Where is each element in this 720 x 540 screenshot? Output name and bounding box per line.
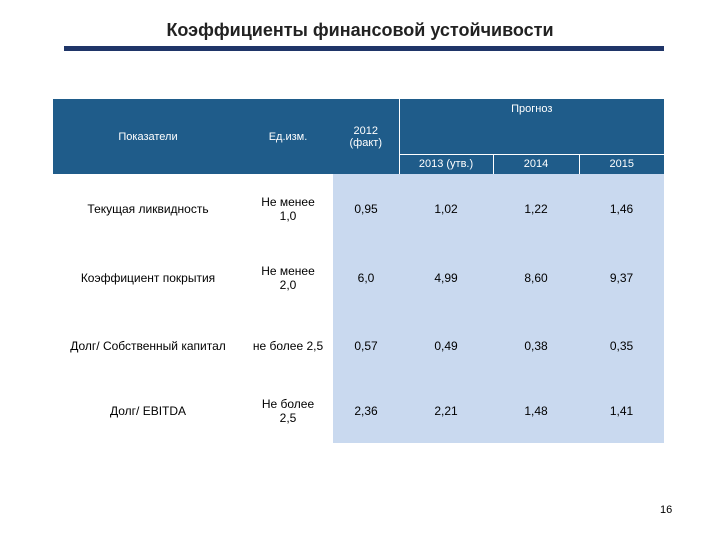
indicator-cell: Долг/ Собственный капитал [53, 313, 243, 378]
value-cell: 1,48 [493, 378, 579, 443]
header-forecast-year: 2013 (утв.) [399, 154, 493, 174]
unit-cell: Не менее 1,0 [243, 174, 333, 243]
indicator-cell: Коэффициент покрытия [53, 243, 243, 313]
value-cell: 2,21 [399, 378, 493, 443]
title-divider [64, 46, 664, 51]
header-forecast-year: 2014 [493, 154, 579, 174]
header-indicator: Показатели [53, 99, 243, 174]
header-forecast-year: 2015 [579, 154, 664, 174]
value-cell: 6,0 [333, 243, 399, 313]
value-cell: 1,41 [579, 378, 664, 443]
unit-cell: Не более 2,5 [243, 378, 333, 443]
table-row [53, 378, 664, 443]
value-cell: 0,95 [333, 174, 399, 243]
value-cell: 2,36 [333, 378, 399, 443]
indicator-cell: Текущая ликвидность [53, 174, 243, 243]
header-fact-2012: 2012 (факт) [333, 99, 399, 174]
value-cell: 0,35 [579, 313, 664, 378]
value-cell: 0,49 [399, 313, 493, 378]
header-unit: Ед.изм. [243, 99, 333, 174]
value-cell: 8,60 [493, 243, 579, 313]
table-row [53, 243, 664, 313]
value-cell: 0,38 [493, 313, 579, 378]
value-cell: 1,46 [579, 174, 664, 243]
table-row [53, 174, 664, 243]
value-cell: 1,02 [399, 174, 493, 243]
value-cell: 9,37 [579, 243, 664, 313]
header-forecast: Прогноз [399, 99, 664, 154]
page-number: 16 [660, 504, 673, 516]
page-title: Коэффициенты финансовой устойчивости [166, 20, 554, 40]
value-cell: 4,99 [399, 243, 493, 313]
indicator-cell: Долг/ EBITDA [53, 378, 243, 443]
financial-stability-table [53, 99, 664, 443]
value-cell: 1,22 [493, 174, 579, 243]
unit-cell: Не менее 2,0 [243, 243, 333, 313]
value-cell: 0,57 [333, 313, 399, 378]
unit-cell: не более 2,5 [243, 313, 333, 378]
table-row [53, 313, 664, 378]
